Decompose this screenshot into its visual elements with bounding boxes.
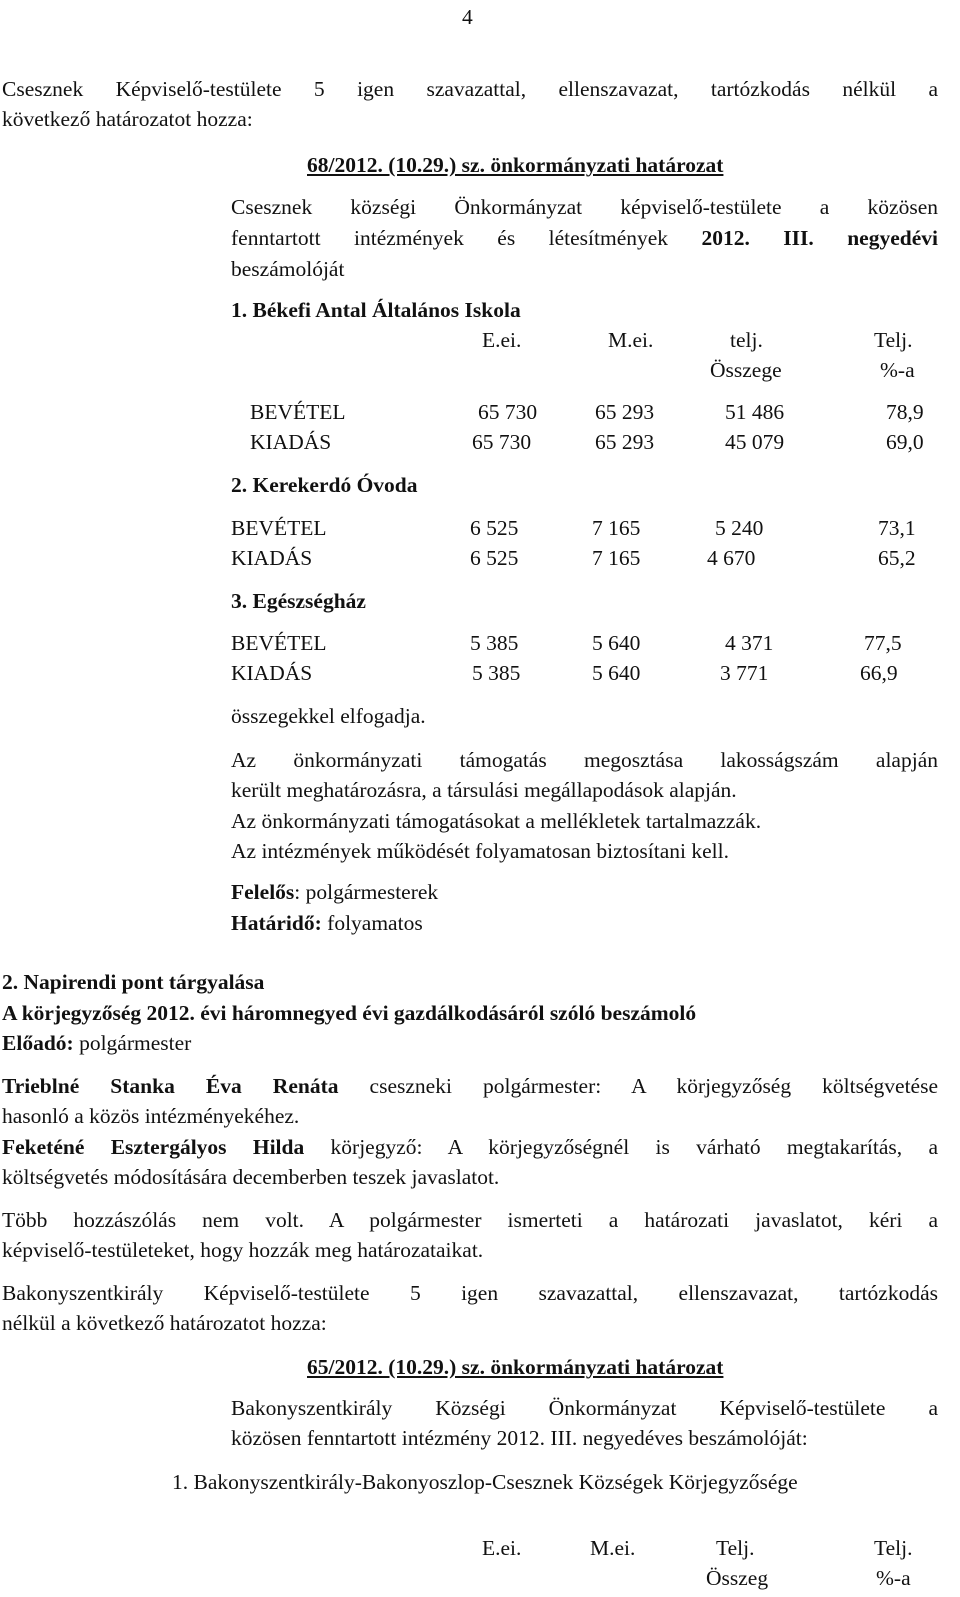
col-header-telj-pct: Telj. <box>874 328 913 352</box>
paragraph-line: következő határozatot hozza: <box>2 107 253 131</box>
resolution-intro-line: Csesznek községi Önkormányzat képviselő-testülete a közösen <box>231 195 938 219</box>
cell-mei: 7 165 <box>592 546 641 570</box>
col-header-osszege: Összege <box>710 358 782 382</box>
resolution-intro-line: beszámolóját <box>231 257 345 281</box>
cell-telj: 51 486 <box>725 400 785 424</box>
institution-heading: 3. Egészségház <box>231 589 366 613</box>
institution-heading: 2. Kerekerdó Óvoda <box>231 473 418 497</box>
cell-eei: 5 385 <box>472 661 521 685</box>
col-header-mei: M.ei. <box>608 328 654 352</box>
resolution-intro-line: közösen fenntartott intézmény 2012. III. negyedéves beszámolóját: <box>231 1426 808 1450</box>
cell-eei: 5 385 <box>470 631 519 655</box>
speech-line: Feketéné Esztergályos Hilda körjegyző: A körjegyzőségnél is várható megtakarítás, a <box>2 1135 939 1159</box>
row-label: BEVÉTEL <box>231 516 327 540</box>
institution-heading: 1. Békefi Antal Általános Iskola <box>231 298 521 322</box>
cell-mei: 7 165 <box>592 516 641 540</box>
note-line: Az önkormányzati támogatás megosztása lakosságszám alapján <box>231 748 938 772</box>
col-header-pct: %-a <box>876 1566 911 1590</box>
deadline-line: Határidő: folyamatos <box>231 911 423 935</box>
speech-line: költségvetés módosítására decemberben teszek javaslatot. <box>2 1165 500 1189</box>
cell-mei: 5 640 <box>592 661 641 685</box>
cell-telj: 3 771 <box>720 661 769 685</box>
resolution-intro-line: Bakonyszentkirály Községi Önkormányzat Képviselő-testülete a <box>231 1396 938 1420</box>
paragraph-line: nélkül a következő határozatot hozza: <box>2 1311 327 1335</box>
paragraph-line: Csesznek Képviselő-testülete 5 igen szavazattal, ellenszavazat, tartózkodás nélkül a <box>2 77 938 101</box>
col-header-telj-pct: Telj. <box>874 1536 913 1560</box>
cell-pct: 78,9 <box>886 400 924 424</box>
col-header-osszeg: Összeg <box>706 1566 769 1590</box>
cell-pct: 73,1 <box>878 516 916 540</box>
cell-mei: 65 293 <box>595 400 655 424</box>
cell-telj: 4 670 <box>707 546 756 570</box>
cell-telj: 5 240 <box>715 516 764 540</box>
note-line: került meghatározásra, a társulási megállapodások alapján. <box>231 778 737 802</box>
resolution-intro-line: fenntartott intézmények és létesítmények 2012. III. negyedévi <box>231 226 938 250</box>
row-label: BEVÉTEL <box>231 631 327 655</box>
responsible-line: Felelős: polgármesterek <box>231 880 439 904</box>
institution-item: 1. Bakonyszentkirály-Bakonyoszlop-Csesznek Községek Körjegyzősége <box>172 1470 798 1494</box>
cell-eei: 6 525 <box>470 516 519 540</box>
col-header-mei: M.ei. <box>590 1536 636 1560</box>
cell-pct: 65,2 <box>878 546 916 570</box>
col-header-telj: telj. <box>730 328 763 352</box>
agenda-heading: 2. Napirendi pont tárgyalása <box>2 970 265 994</box>
agenda-presenter: Előadó: polgármester <box>2 1031 192 1055</box>
speech-line: hasonló a közös intézményekéhez. <box>2 1104 300 1128</box>
row-label: KIADÁS <box>231 546 313 570</box>
row-label: KIADÁS <box>231 661 313 685</box>
cell-telj: 4 371 <box>725 631 774 655</box>
paragraph-line: képviselő-testületeket, hogy hozzák meg határozataikat. <box>2 1238 484 1262</box>
note-line: Az intézmények működését folyamatosan biztosítani kell. <box>231 839 729 863</box>
col-header-eei: E.ei. <box>482 1536 522 1560</box>
col-header-eei: E.ei. <box>482 328 522 352</box>
cell-eei: 65 730 <box>478 400 538 424</box>
cell-mei: 5 640 <box>592 631 641 655</box>
cell-pct: 69,0 <box>886 430 924 454</box>
speech-line: Trieblné Stanka Éva Renáta cseszneki polgármester: A körjegyzőség költségvetése <box>2 1074 938 1098</box>
page-number: 4 <box>462 5 473 29</box>
resolution-title: 68/2012. (10.29.) sz. önkormányzati határozat <box>307 153 724 177</box>
cell-pct: 66,9 <box>860 661 898 685</box>
col-header-pct: %-a <box>880 358 915 382</box>
cell-telj: 45 079 <box>725 430 785 454</box>
cell-pct: 77,5 <box>864 631 902 655</box>
agenda-subject: A körjegyzőség 2012. évi háromnegyed évi gazdálkodásáról szóló beszámoló <box>2 1001 697 1025</box>
resolution-title: 65/2012. (10.29.) sz. önkormányzati határozat <box>307 1355 724 1379</box>
paragraph-line: Több hozzászólás nem volt. A polgármester ismerteti a határozati javaslatot, kéri a <box>2 1208 938 1232</box>
col-header-telj: Telj. <box>716 1536 755 1560</box>
row-label: KIADÁS <box>250 430 332 454</box>
row-label: BEVÉTEL <box>250 400 346 424</box>
acceptance-text: összegekkel elfogadja. <box>231 704 426 728</box>
cell-eei: 6 525 <box>470 546 519 570</box>
cell-eei: 65 730 <box>472 430 532 454</box>
note-line: Az önkormányzati támogatásokat a mellékletek tartalmazzák. <box>231 809 762 833</box>
cell-mei: 65 293 <box>595 430 655 454</box>
paragraph-line: Bakonyszentkirály Képviselő-testülete 5 igen szavazattal, ellenszavazat, tartózkodás <box>2 1281 938 1305</box>
